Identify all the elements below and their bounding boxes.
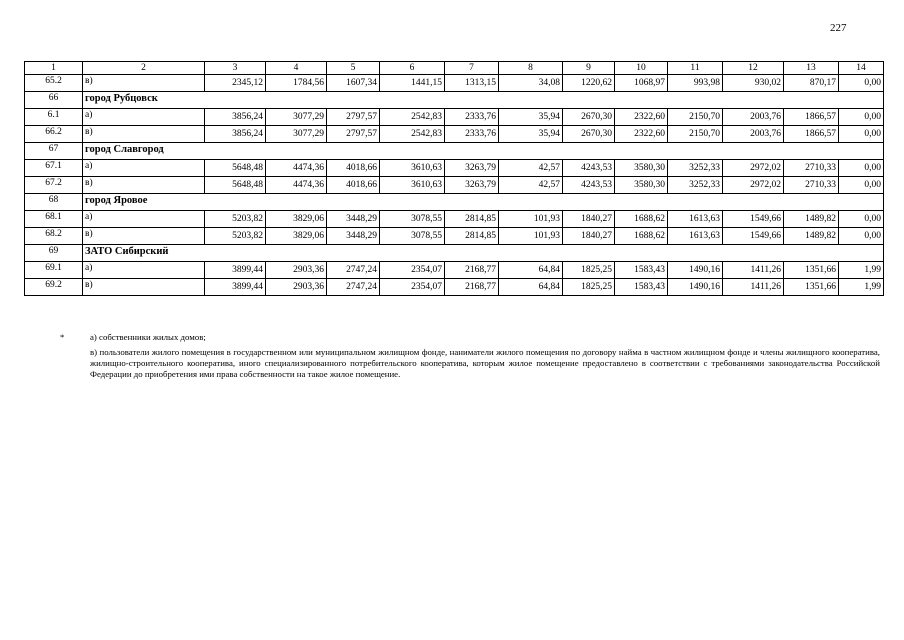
group-row <box>25 194 884 211</box>
value-cell-col-11: 2150,70 <box>668 109 723 126</box>
column-number-8: 8 <box>499 62 563 75</box>
group-name: город Славгород <box>83 143 884 160</box>
value-cell-col-3: 5203,82 <box>205 228 266 245</box>
value-cell-col-12: 2003,76 <box>723 109 784 126</box>
column-number-11: 11 <box>668 62 723 75</box>
value-cell-col-3: 3899,44 <box>205 279 266 296</box>
value-cell-col-8: 35,94 <box>499 126 563 143</box>
value-cell-col-7: 1313,15 <box>445 75 499 92</box>
value-cell-col-8: 64,84 <box>499 262 563 279</box>
value-cell-col-14: 0,00 <box>839 75 884 92</box>
value-cell-col-8: 64,84 <box>499 279 563 296</box>
value-cell-col-8: 42,57 <box>499 177 563 194</box>
value-cell-col-11: 1490,16 <box>668 262 723 279</box>
value-cell-col-8: 35,94 <box>499 109 563 126</box>
table-row <box>25 160 884 177</box>
value-cell-col-11: 3252,33 <box>668 177 723 194</box>
row-category: в) <box>83 279 205 296</box>
value-cell-col-10: 2322,60 <box>615 109 668 126</box>
value-cell-col-8: 34,08 <box>499 75 563 92</box>
column-number-9: 9 <box>563 62 615 75</box>
row-category: в) <box>83 126 205 143</box>
value-cell-col-14: 0,00 <box>839 211 884 228</box>
row-category: а) <box>83 109 205 126</box>
value-cell-col-9: 1840,27 <box>563 211 615 228</box>
value-cell-col-6: 2354,07 <box>380 262 445 279</box>
value-cell-col-7: 2333,76 <box>445 126 499 143</box>
value-cell-col-8: 101,93 <box>499 228 563 245</box>
value-cell-col-7: 2168,77 <box>445 262 499 279</box>
group-name: ЗАТО Сибирский <box>83 245 884 262</box>
value-cell-col-14: 0,00 <box>839 177 884 194</box>
value-cell-col-9: 2670,30 <box>563 126 615 143</box>
value-cell-col-9: 1840,27 <box>563 228 615 245</box>
value-cell-col-4: 3077,29 <box>266 109 327 126</box>
value-cell-col-7: 3263,79 <box>445 177 499 194</box>
footnote-b: в) пользователи жилого помещения в государственном или муниципальном жилищном фонде, наниматели жилого помещения по договору найма в частном жилищном фонде и члены жилищного кооператива, жилищно-строительного кооператива, иного специализированного потребительского кооператива, которым жилое помещение предоставлено в соответствии с требованиями законодательства Российской Федерации до приобретения ими права собственности на такое жилое помещение. <box>90 347 880 379</box>
value-cell-col-6: 3078,55 <box>380 228 445 245</box>
value-cell-col-9: 2670,30 <box>563 109 615 126</box>
value-cell-col-3: 5648,48 <box>205 160 266 177</box>
value-cell-col-6: 3610,63 <box>380 177 445 194</box>
value-cell-col-13: 1489,82 <box>784 228 839 245</box>
value-cell-col-5: 2797,57 <box>327 126 380 143</box>
value-cell-col-14: 1,99 <box>839 279 884 296</box>
value-cell-col-7: 2168,77 <box>445 279 499 296</box>
row-category: в) <box>83 228 205 245</box>
value-cell-col-12: 1549,66 <box>723 211 784 228</box>
value-cell-col-3: 3856,24 <box>205 126 266 143</box>
footnote-a: а) собственники жилых домов; <box>90 332 206 342</box>
column-number-6: 6 <box>380 62 445 75</box>
row-code: 65.2 <box>25 75 83 92</box>
value-cell-col-6: 1441,15 <box>380 75 445 92</box>
value-cell-col-5: 1607,34 <box>327 75 380 92</box>
value-cell-col-5: 2747,24 <box>327 279 380 296</box>
column-number-13: 13 <box>784 62 839 75</box>
value-cell-col-7: 3263,79 <box>445 160 499 177</box>
value-cell-col-10: 1068,97 <box>615 75 668 92</box>
column-number-row <box>25 62 884 75</box>
value-cell-col-5: 4018,66 <box>327 160 380 177</box>
value-cell-col-9: 1825,25 <box>563 262 615 279</box>
row-category: а) <box>83 262 205 279</box>
table-row <box>25 109 884 126</box>
row-code: 67.1 <box>25 160 83 177</box>
value-cell-col-4: 3077,29 <box>266 126 327 143</box>
tariff-table <box>24 61 884 296</box>
footnotes <box>60 332 880 384</box>
row-code: 66 <box>25 92 83 109</box>
row-category: а) <box>83 160 205 177</box>
column-number-5: 5 <box>327 62 380 75</box>
value-cell-col-13: 2710,33 <box>784 160 839 177</box>
table-row <box>25 279 884 296</box>
value-cell-col-12: 1411,26 <box>723 262 784 279</box>
column-number-2: 2 <box>83 62 205 75</box>
value-cell-col-4: 3829,06 <box>266 228 327 245</box>
group-row <box>25 143 884 160</box>
value-cell-col-5: 2747,24 <box>327 262 380 279</box>
value-cell-col-6: 2542,83 <box>380 109 445 126</box>
table-row <box>25 228 884 245</box>
value-cell-col-4: 4474,36 <box>266 177 327 194</box>
group-row <box>25 92 884 109</box>
column-number-10: 10 <box>615 62 668 75</box>
group-name: город Рубцовск <box>83 92 884 109</box>
row-code: 6.1 <box>25 109 83 126</box>
table-row <box>25 211 884 228</box>
column-number-1: 1 <box>25 62 83 75</box>
row-code: 68 <box>25 194 83 211</box>
row-code: 67 <box>25 143 83 160</box>
column-number-3: 3 <box>205 62 266 75</box>
group-name: город Яровое <box>83 194 884 211</box>
row-category: а) <box>83 211 205 228</box>
table-body <box>25 62 884 296</box>
value-cell-col-13: 1866,57 <box>784 109 839 126</box>
row-code: 69.2 <box>25 279 83 296</box>
value-cell-col-10: 3580,30 <box>615 177 668 194</box>
column-number-14: 14 <box>839 62 884 75</box>
row-code: 69.1 <box>25 262 83 279</box>
value-cell-col-12: 2972,02 <box>723 177 784 194</box>
row-code: 69 <box>25 245 83 262</box>
footnote-marker: * <box>60 332 65 342</box>
value-cell-col-11: 993,98 <box>668 75 723 92</box>
row-category: в) <box>83 177 205 194</box>
value-cell-col-4: 3829,06 <box>266 211 327 228</box>
value-cell-col-8: 42,57 <box>499 160 563 177</box>
table-row <box>25 75 884 92</box>
value-cell-col-12: 1549,66 <box>723 228 784 245</box>
value-cell-col-8: 101,93 <box>499 211 563 228</box>
value-cell-col-14: 0,00 <box>839 109 884 126</box>
column-number-7: 7 <box>445 62 499 75</box>
page-number: 227 <box>830 22 847 34</box>
column-number-4: 4 <box>266 62 327 75</box>
value-cell-col-11: 1613,63 <box>668 228 723 245</box>
value-cell-col-10: 2322,60 <box>615 126 668 143</box>
value-cell-col-9: 4243,53 <box>563 160 615 177</box>
value-cell-col-12: 2003,76 <box>723 126 784 143</box>
value-cell-col-13: 2710,33 <box>784 177 839 194</box>
value-cell-col-5: 2797,57 <box>327 109 380 126</box>
value-cell-col-10: 1583,43 <box>615 262 668 279</box>
value-cell-col-3: 2345,12 <box>205 75 266 92</box>
value-cell-col-3: 5203,82 <box>205 211 266 228</box>
value-cell-col-13: 870,17 <box>784 75 839 92</box>
value-cell-col-3: 3899,44 <box>205 262 266 279</box>
row-code: 68.2 <box>25 228 83 245</box>
value-cell-col-14: 0,00 <box>839 126 884 143</box>
value-cell-col-3: 3856,24 <box>205 109 266 126</box>
table-row <box>25 126 884 143</box>
value-cell-col-9: 1825,25 <box>563 279 615 296</box>
value-cell-col-4: 2903,36 <box>266 262 327 279</box>
value-cell-col-7: 2814,85 <box>445 211 499 228</box>
row-code: 66.2 <box>25 126 83 143</box>
value-cell-col-10: 1688,62 <box>615 228 668 245</box>
value-cell-col-10: 3580,30 <box>615 160 668 177</box>
row-code: 67.2 <box>25 177 83 194</box>
value-cell-col-12: 930,02 <box>723 75 784 92</box>
value-cell-col-6: 3610,63 <box>380 160 445 177</box>
table-row <box>25 262 884 279</box>
value-cell-col-11: 3252,33 <box>668 160 723 177</box>
value-cell-col-14: 1,99 <box>839 262 884 279</box>
row-category: в) <box>83 75 205 92</box>
value-cell-col-10: 1583,43 <box>615 279 668 296</box>
value-cell-col-13: 1351,66 <box>784 279 839 296</box>
value-cell-col-12: 1411,26 <box>723 279 784 296</box>
value-cell-col-3: 5648,48 <box>205 177 266 194</box>
value-cell-col-11: 1490,16 <box>668 279 723 296</box>
value-cell-col-7: 2814,85 <box>445 228 499 245</box>
value-cell-col-11: 2150,70 <box>668 126 723 143</box>
value-cell-col-5: 3448,29 <box>327 211 380 228</box>
value-cell-col-12: 2972,02 <box>723 160 784 177</box>
table-row <box>25 177 884 194</box>
value-cell-col-11: 1613,63 <box>668 211 723 228</box>
value-cell-col-6: 2542,83 <box>380 126 445 143</box>
value-cell-col-4: 4474,36 <box>266 160 327 177</box>
value-cell-col-5: 3448,29 <box>327 228 380 245</box>
group-row <box>25 245 884 262</box>
value-cell-col-9: 1220,62 <box>563 75 615 92</box>
value-cell-col-13: 1489,82 <box>784 211 839 228</box>
value-cell-col-10: 1688,62 <box>615 211 668 228</box>
value-cell-col-13: 1351,66 <box>784 262 839 279</box>
value-cell-col-6: 2354,07 <box>380 279 445 296</box>
value-cell-col-9: 4243,53 <box>563 177 615 194</box>
value-cell-col-14: 0,00 <box>839 228 884 245</box>
value-cell-col-4: 1784,56 <box>266 75 327 92</box>
value-cell-col-7: 2333,76 <box>445 109 499 126</box>
value-cell-col-13: 1866,57 <box>784 126 839 143</box>
row-code: 68.1 <box>25 211 83 228</box>
value-cell-col-14: 0,00 <box>839 160 884 177</box>
column-number-12: 12 <box>723 62 784 75</box>
value-cell-col-6: 3078,55 <box>380 211 445 228</box>
value-cell-col-5: 4018,66 <box>327 177 380 194</box>
value-cell-col-4: 2903,36 <box>266 279 327 296</box>
